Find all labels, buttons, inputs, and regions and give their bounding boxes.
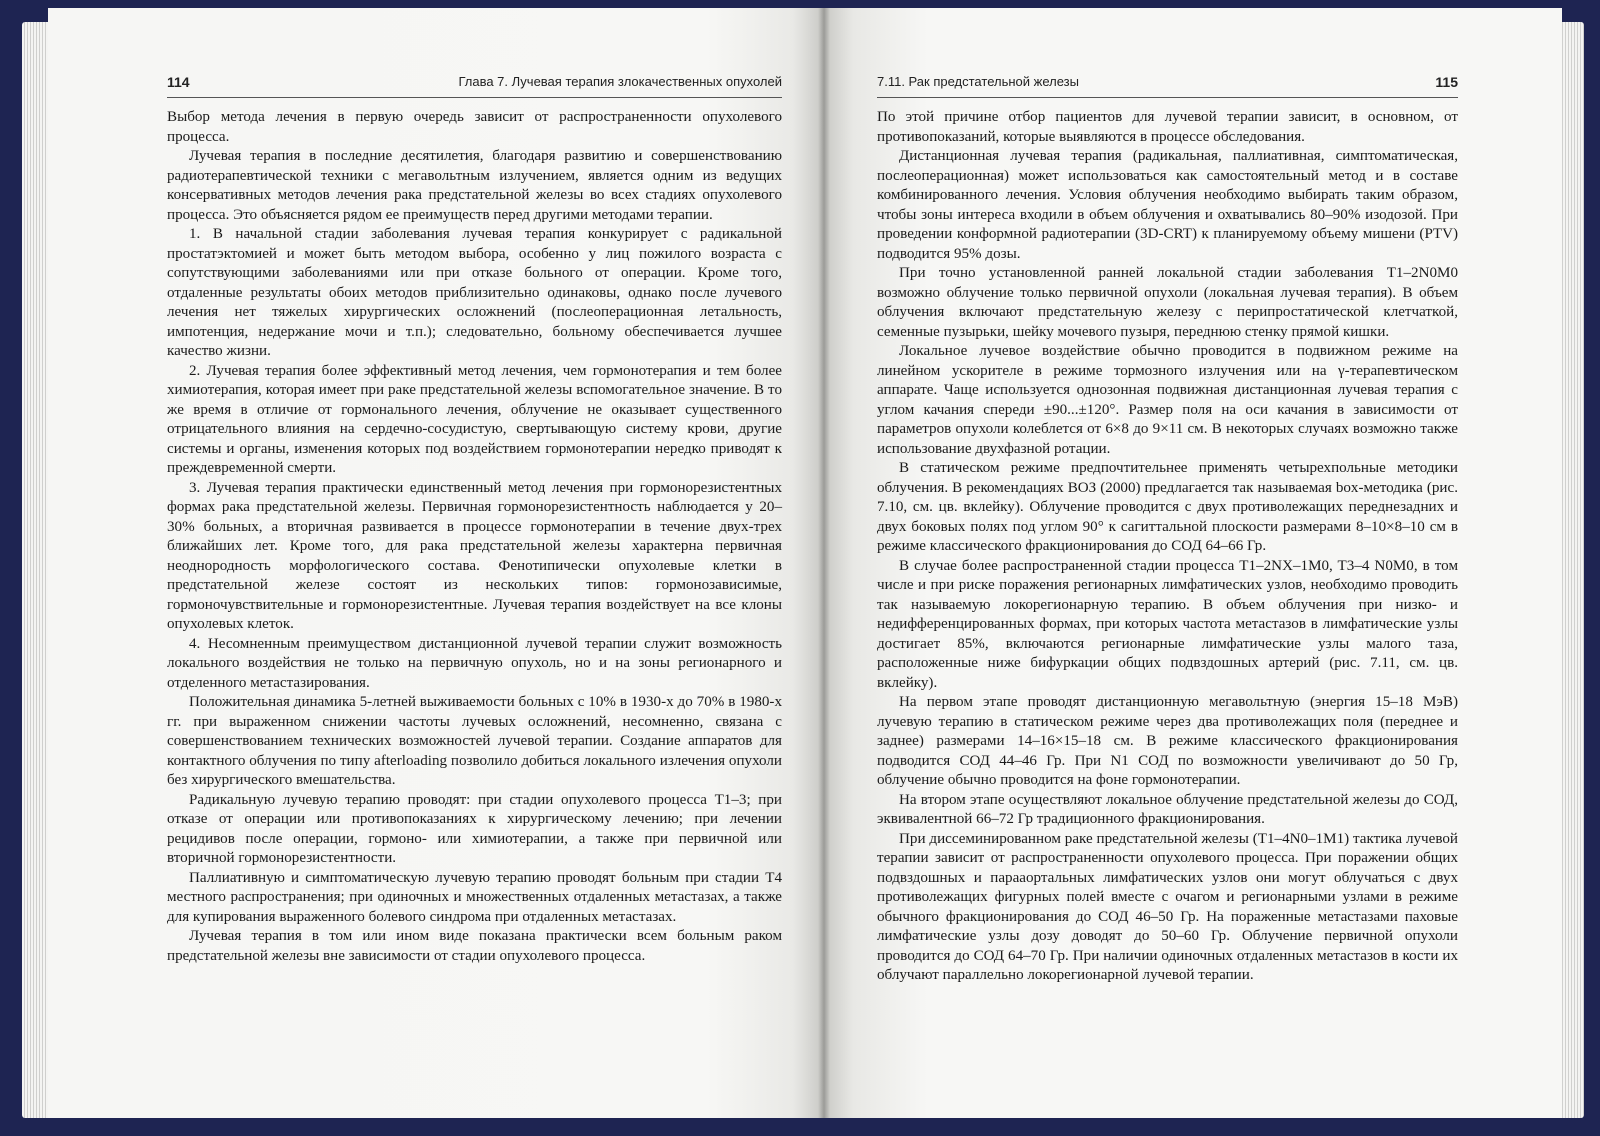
left-running-title: Глава 7. Лучевая терапия злокачественных опухолей — [458, 74, 782, 89]
paragraph: Выбор метода лечения в первую очередь зависит от распространенности опухолевого процесса. — [167, 109, 782, 145]
paragraph: На втором этапе осуществляют локальное облучение предстательной железы до СОД, эквивалентной 66–72 Гр традиционного фракционирования. — [877, 791, 1458, 827]
paragraph: Локальное лучевое воздействие обычно проводится в подвижном режиме на линейном ускорителе в режиме тормозного излучения или на γ-терапевтическом аппарате. Чаще используется однозонная подвижная дистанционная лучевая терапия с углом качания спереди ±90...±120°. Размер поля на оси качания в зависимости от параметров опухоли колеблется от 6×8 до 9×11 см. В некоторых случаях возможно также использование двухфазной ротации. — [877, 343, 1458, 457]
paragraph: По этой причине отбор пациентов для лучевой терапии зависит, в основном, от противопоказаний, которые выявляются в процессе обследования. — [877, 109, 1458, 145]
book-gutter — [818, 8, 830, 1118]
paragraph: На первом этапе проводят дистанционную мегавольтную (энергия 15–18 МэВ) лучевую терапию в статическом режиме через два противолежащих поля (переднее и заднее) размерами 14–16×15–18 см. В режиме классического фракционирования подводится СОД 44–46 Гр. При N1 СОД по возможности увеличивают до 50 Гр, облучение обычно проводится на фоне гормонотерапии. — [877, 694, 1458, 788]
paragraph: Положительная динамика 5-летней выживаемости больных с 10% в 1930-х до 70% в 1980-х гг. при выраженном снижении частоты лучевых осложнений, несомненно, связана с совершенствованием технических возможностей лучевой терапии. Создание аппаратов для контактного облучения по типу afterloading позволило добиться локального излечения опухоли без хирургического вмешательства. — [167, 694, 782, 788]
paragraph: 1. В начальной стадии заболевания лучевая терапия конкурирует с радикальной простатэктомией и может быть методом выбора, особенно у лиц пожилого возраста с сопутствующими заболеваниями или при отказе больного от операции. Кроме того, отдаленные результаты обоих методов приблизительно одинаковы, однако после лучевого лечения нет тяжелых хирургических осложнений (послеоперационная летальность, импотенция, недержание мочи и т.п.); следовательно, больному обеспечивается лучшее качество жизни. — [167, 226, 782, 359]
paragraph: 2. Лучевая терапия более эффективный метод лечения, чем гормонотерапия и тем более химиотерапия, которая имеет при раке предстательной железы вспомогательное значение. В то же время в отличие от гормонального лечения, облучение не оказывает существенного отрицательного влияния на сердечно-сосудистую, свертывающую систему крови, другие системы и органы, изменения которых под воздействием гормонотерапии нередко приводят к преждевременной смерти. — [167, 362, 782, 476]
paragraph: В статическом режиме предпочтительнее применять четырехпольные методики облучения. В рекомендациях ВОЗ (2000) предлагается так называемая box-методика (рис. 7.10, см. цв. вклейку). Облучение проводится с двух противолежащих переднезадних и двух боковых полях под углом 90° к сагиттальной плоскости размерами 8–10×8–10 см в режиме классического фракционирования до СОД 64–66 Гр. — [877, 460, 1458, 554]
paragraph: Лучевая терапия в том или ином виде показана практически всем больным раком предстательной железы вне зависимости от стадии опухолевого процесса. — [167, 928, 782, 964]
paragraph: Дистанционная лучевая терапия (радикальная, паллиативная, симптоматическая, послеоперационная) может использоваться как самостоятельный метод и в составе комбинированного лечения. Условия облучения необходимо выбирать таким образом, чтобы зоны интереса входили в объем облучения и охватывались 80–90% изодозой. При проведении конформной радиотерапии (3D-CRT) к планируемому объему мишени (PTV) подводится 95% дозы. — [877, 148, 1458, 262]
right-header-rule — [877, 97, 1458, 98]
paragraph: Лучевая терапия в последние десятилетия, благодаря развитию и совершенствованию радиотерапевтической техники с мегавольтным излучением, является одним из ведущих консервативных методов лечения рака предстательной железы во всех стадиях опухолевого процесса. Это объясняется рядом ее преимуществ перед другими методами терапии. — [167, 148, 782, 223]
paragraph: Радикальную лучевую терапию проводят: при стадии опухолевого процесса T1–3; при отказе от операции или противопоказаниях к хирургическому лечению; при лечении рецидивов после операции, гормоно- или химиотерапии, а также при первичной или вторичной гормонорезистентности. — [167, 791, 782, 866]
paragraph: При точно установленной ранней локальной стадии заболевания T1–2N0M0 возможно облучение только первичной опухоли (локальная лучевая терапия). В объем облучения включают предстательную железу с перипростатической клетчаткой, семенные пузырьки, шейку мочевого пузыря, переднюю стенку прямой кишки. — [877, 265, 1458, 340]
paragraph: 4. Несомненным преимуществом дистанционной лучевой терапии служит возможность локального воздействия не только на первичную опухоль, но и на зоны регионарного и отделенного метастазирования. — [167, 635, 782, 691]
paragraph: При диссеминированном раке предстательной железы (T1–4N0–1M1) тактика лучевой терапии зависит от распространенности опухолевого процесса. При поражении общих подвздошных и парааортальных лимфатических узлов они могут облучаться с двух противолежащих фигурных полей вместе с очагом и регионарными узлами в режиме обычного фракционирования до СОД 46–50 Гр. На пораженные метастазами паховые лимфатические узлы дозу доводят до 50–60 Гр. Облучение первичной опухоли проводится до СОД 64–70 Гр. При наличии одиночных отдаленных метастазов в кости их облучают параллельно локорегионарной лучевой терапии. — [877, 830, 1458, 983]
paragraph: 3. Лучевая терапия практически единственный метод лечения при гормонорезистентных формах рака предстательной железы. Первичная гормонорезистентность наблюдается у 20–30% больных, а вторичная развивается в процессе гормонотерапии в течение двух-трех ближайших лет. Кроме того, для рака предстательной железы характерна первичная неоднородность морфологического состава. Фенотипически опухолевые клетки в предстательной железе состоят из нескольких типов: гормонозависимые, гормоночувствительные и гормонорезистентные. Лучевая терапия воздействует на все клоны опухолевых клеток. — [167, 479, 782, 632]
right-page-body — [877, 108, 1458, 986]
left-page-number: 114 — [167, 74, 190, 90]
left-header-rule — [167, 97, 782, 98]
right-page-edges — [1560, 22, 1584, 1118]
right-running-title: 7.11. Рак предстательной железы — [877, 74, 1079, 89]
right-page-number: 115 — [1435, 74, 1458, 90]
left-page-body — [167, 108, 782, 966]
book-spread — [22, 8, 1584, 1126]
paragraph: В случае более распространенной стадии процесса T1–2NX–1M0, T3–4 N0M0, в том числе и при риске поражения регионарных лимфатических узлов, необходимо проводить так называемую локорегионарную терапию. В объем облучения при низко- и недифференцированных формах, при которых частота метастазов в лимфатические узлы достигает 85%, включаются регионарные лимфатические узлы малого таза, расположенные ниже бифуркации общих подвздошных артерий (рис. 7.11, см. цв. вклейку). — [877, 557, 1458, 691]
paragraph: Паллиативную и симптоматическую лучевую терапию проводят больным при стадии T4 местного распространения; при одиночных и множественных отдаленных метастазах, а также для купирования выраженного болевого синдрома при отдаленных метастазах. — [167, 869, 782, 925]
